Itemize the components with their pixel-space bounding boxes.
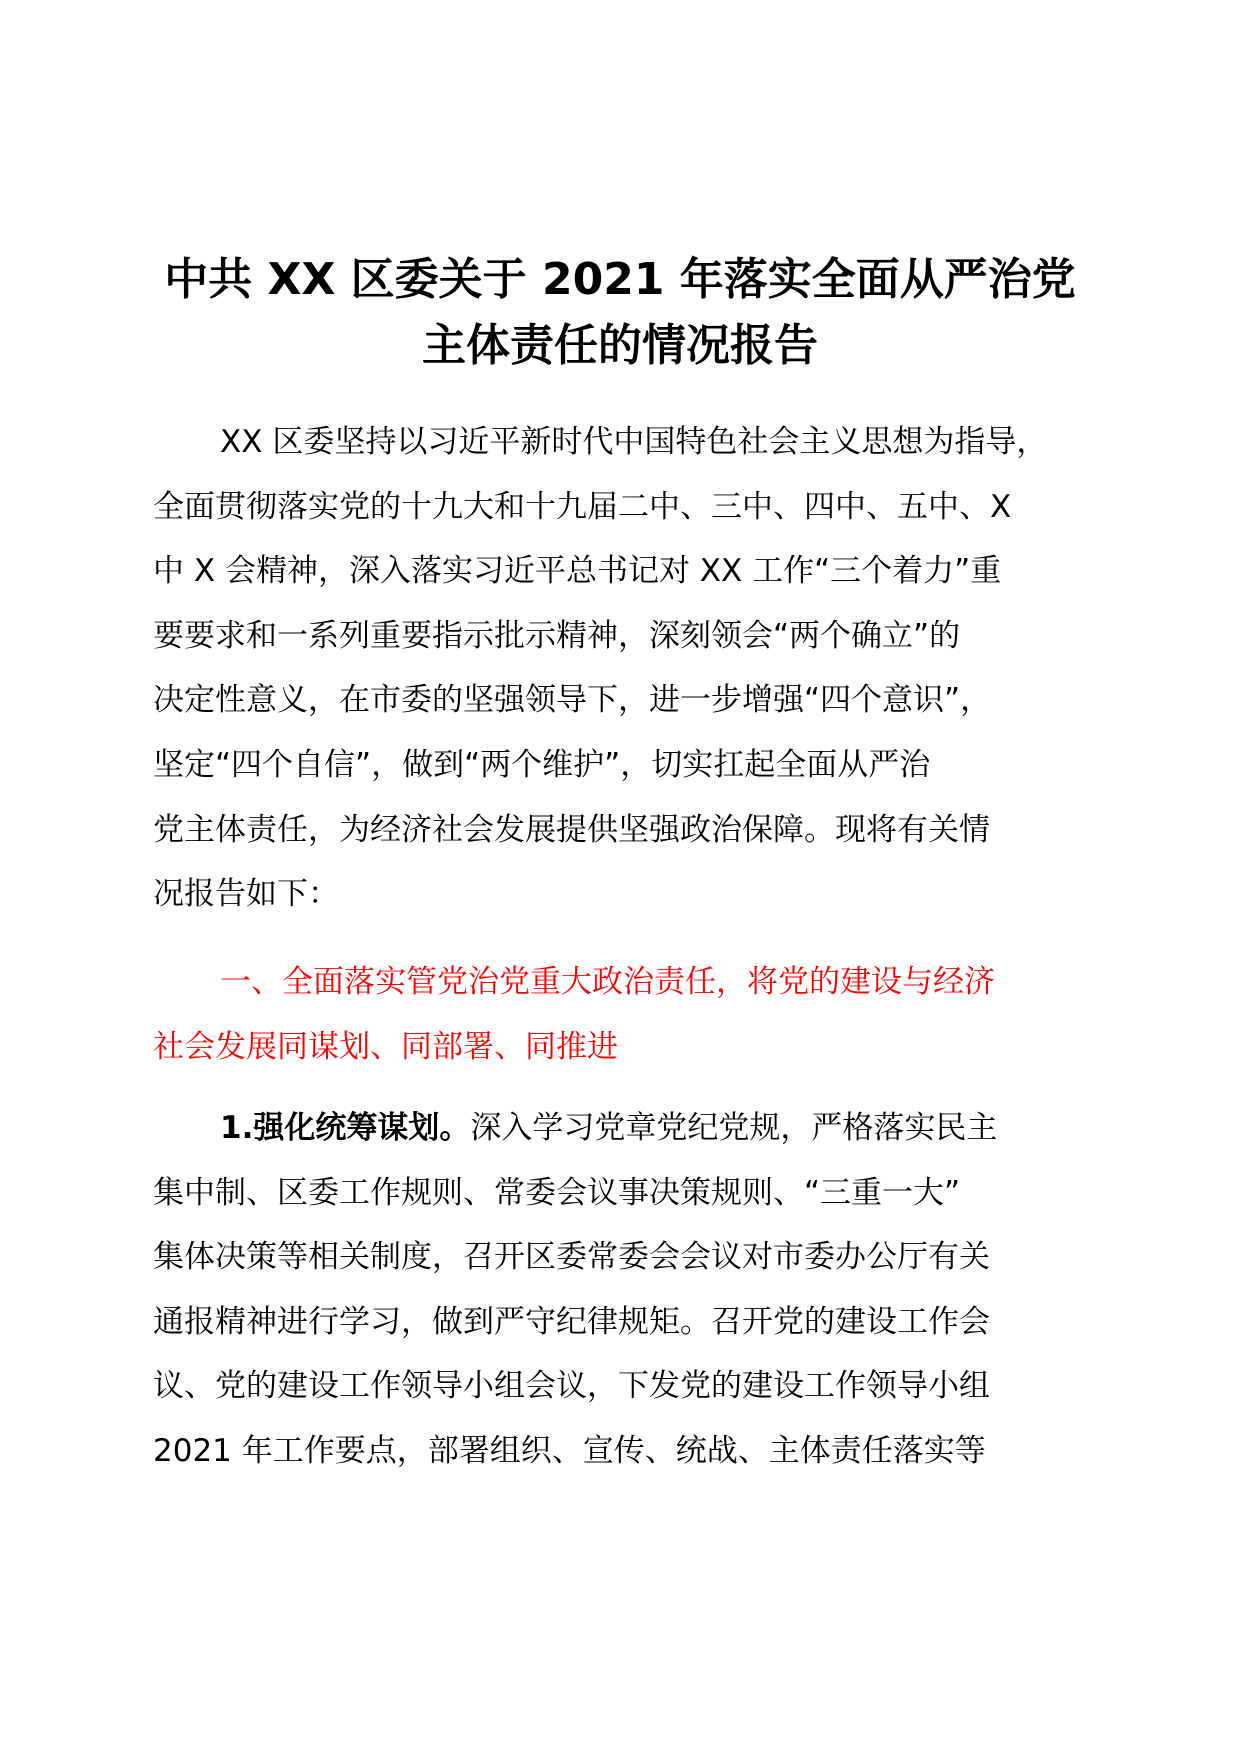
intro-line: XX 区委坚持以习近平新时代中国特色社会主义思想为指导， <box>220 424 1048 460</box>
item-1-line: 2021 年工作要点，部署组织、宣传、统战、主体责任落实等 <box>153 1432 986 1469</box>
intro-line: 决定性意义，在市委的坚强领导下，进一步增强“四个意识”， <box>153 682 992 719</box>
item-1-first-line <box>153 1096 1093 1161</box>
item-1-paragraph <box>153 1096 1093 1484</box>
item-1-line: 集体决策等相关制度，召开区委常委会会议对市委办公厅有关 <box>153 1239 990 1276</box>
intro-line: 要要求和一系列重要指示批示精神，深刻领会“两个确立”的 <box>153 617 961 654</box>
item-1-line: 集中制、区委工作规则、常委会议事决策规则、“三重一大” <box>153 1174 961 1211</box>
intro-line: 况报告如下： <box>153 876 339 913</box>
item-1-first-line-text: 深入学习党章党纪党规，严格落实民主 <box>470 1110 998 1146</box>
document-title <box>140 247 1100 379</box>
intro-line: 全面贯彻落实党的十九大和十九届二中、三中、四中、五中、X <box>153 488 1012 525</box>
title-line-1: 中共 XX 区委关于 2021 年落实全面从严治党 <box>164 254 1076 305</box>
intro-line: 坚定“四个自信”，做到“两个维护”，切实扛起全面从严治 <box>153 746 931 783</box>
title-line-2: 主体责任的情况报告 <box>422 320 818 371</box>
intro-line: 中 X 会精神，深入落实习近平总书记对 XX 工作“三个着力”重 <box>153 553 1002 590</box>
intro-line: 党主体责任，为经济社会发展提供坚强政治保障。现将有关情 <box>153 811 990 848</box>
section-1-heading <box>153 950 1093 1079</box>
section-heading-line: 社会发展同谋划、同部署、同推进 <box>153 1028 618 1065</box>
item-1-line: 议、党的建设工作领导小组会议，下发党的建设工作领导小组 <box>153 1368 990 1405</box>
item-1-line: 通报精神进行学习，做到严守纪律规矩。召开党的建设工作会 <box>153 1303 990 1340</box>
section-heading-line: 一、全面落实管党治党重大政治责任，将党的建设与经济 <box>220 964 995 1000</box>
intro-paragraph <box>153 410 1093 927</box>
item-1-lead: 1.强化统筹谋划。 <box>220 1110 471 1146</box>
